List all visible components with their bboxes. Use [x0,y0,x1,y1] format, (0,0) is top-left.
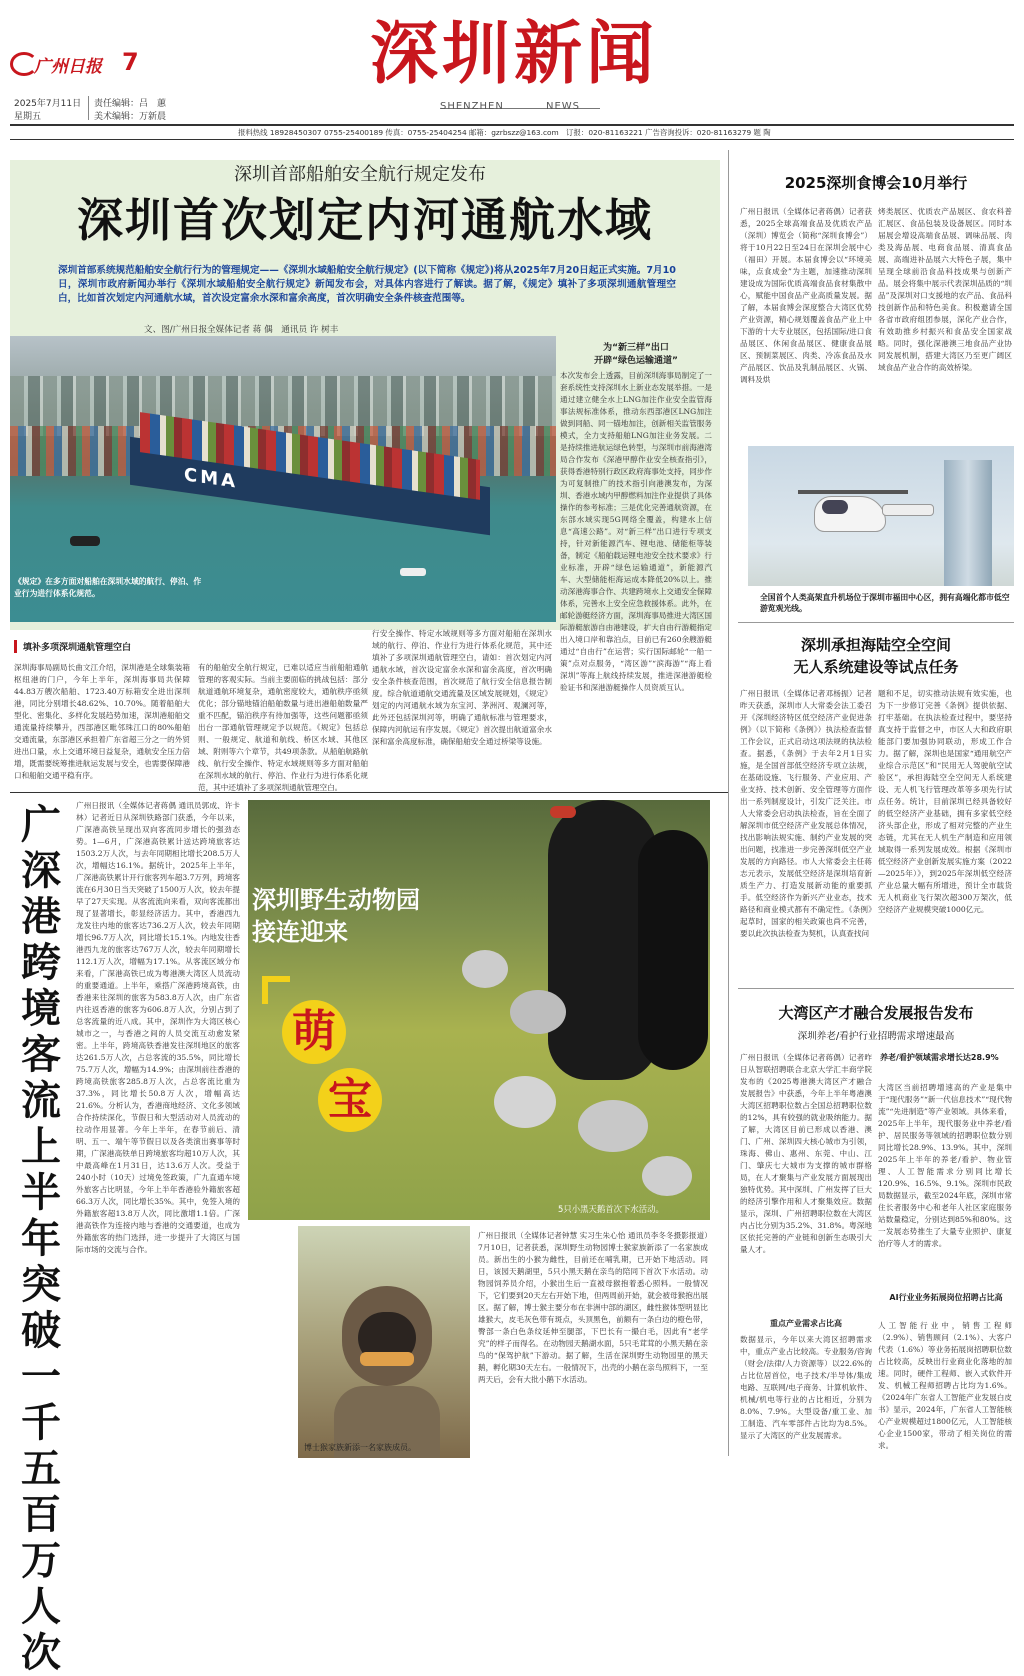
lowalt-col2: 题和不足，切实推动法规有效实施，也为下一步修订完善《条例》提供依据、打牢基础。在执法检查过程中，要坚持真支持于监督之中，市区人大和政府职能部门要加强协同联动，形成工作合力。据了解，深圳也是国家“通用航空产业综合示范区”和“民用无人驾驶航空试验区”，承担海陆空全空间无人系统建设、无人机飞行管理改革等多项先行试点任务。统计，目前深圳已经具备较好的低空经济产业基础，拥有多家低空经济头部企业，形成了相对完整的产业生态链，尤其在无人机生产制造和应用领域取得一系列发展成效。根据《深圳市低空经济产业创新发展实施方案（2022—2025年）》，到2025年深圳低空经济产业总量大幅有所增进，预计全市载货无人机商业飞行架次超300万架次，低空经济产业规模突破1000亿元。 [878,689,1012,914]
food-expo-headline: 2025深圳食博会10月举行 [784,174,968,192]
paper-name: 广州日报 [34,57,102,77]
gba-col1b: 数据显示，今年以来大湾区招聘需求中，重点产业占比较高。专业服务/咨询（财会/法律/人力资源等）以22.6%的占比位居首位，电子技术/半导体/集成电路、互联网/电子商务、计算机软件、机械/机电等行业的占比相近，分别为8.0%、7.9%。大型设备/重工业、加工制造、汽车零部件占比均为8.5%。显示了大湾区的产业发展需求。 [740,1335,872,1440]
lead-credit: 文、图/广州日报全媒体记者 蒋 偶 通讯员 许 树丰 [144,325,339,335]
gba-sub-a: 重点产业需求占比高 [770,1319,842,1328]
lead-col3: 行安全操作、特定水域规则等多方面对船舶在深圳水域的航行、停泊、作业行为进行体系化规范，其中还填补了多项深圳通航管理空白，请如：首次划定内河通航水域，首次设定富余水深和富余高度，首次明确安全条件核查范围，首次规范了航行安全信息报告制度。综合航道通航交通流量及区域发展规划，《规定》划定的内河通航水域为东宝河、茅洲河、观澜河等，此外还包括深圳河等，明确了通航标准与管理要求，保障内河航运有序发展。《规定》首次提出航道富余水深和富余高度标准，确保船舶安全通过桥梁等设施。 [372,629,552,746]
food-expo-col1: 广州日报讯（全媒体记者蒋偶）记者获悉，2025全球高端食品及优质农产品（深圳）博览会（简称“深圳食博会”）将于10月22日至24日在深圳会展中心（福田）开展。本届食博会以“环境美味，点食成金”为主题，加速推动深圳建设成为国际优质高端食品食材集散中心，赋能中国食品产业高质量发展。据了解，本届食博会深度整合大湾区优势产业资源，精心规划覆盖食品产业上中下游的十大专业展区，包括国际/进口食品展区、休闲食品展区、健康食品展区、预制菜展区、肉类、冷冻食品及水产品展区、饮品及乳制品展区、火锅、调料及烘 [740,207,872,384]
lead-kicker: 深圳首部船舶安全航行规定发布 [234,164,486,185]
lead-headline: 深圳首次划定内河通航水域 [77,193,653,247]
ship-logo: CMA [184,464,239,493]
section-en-1: SHENZHEN [440,101,504,112]
lead-col1: 深圳海事局副局长曲文江介绍，深圳港是全球集装箱枢纽港的门户，今年上半年，深圳海事局共保障44.83万艘次船舶、1723.40万标箱安全进出深圳港，同比分别增长48.62%、10.70%。随着船舶大型化、密集化、多样化发展趋势加速，深圳港船舶交通流量持续攀升，西部港区毗邻珠江口的80%船舶交通流量，东部港区承担着广东省超三分之一的外贸进出口量，水上交通环境日益复杂，通航安全压力倍增，既需要统筹推进航运发展与安全，也需要保障港口和船舶交通平稳有序。 [14,663,190,780]
cute-char-2: 宝 [318,1068,382,1132]
lead-subhead-2 [560,340,712,366]
lowalt-headline-2: 无人系统建设等试点任务 [793,658,959,676]
lowalt-headline-1: 深圳承担海陆空全空间 [800,636,951,654]
subhead-1-text: 填补多项深圳通航管理空白 [23,643,132,653]
helicopter-caption: 全国首个人类高架直升机场位于深圳市福田中心区，拥有高端化都市低空游览观光线。 [760,593,1010,613]
hk-body: 广州日报讯（全媒体记者蒋偶 通讯员郭成、许卡林）记者近日从深圳铁路部门获悉，今年以来，广深港高铁呈现出双向客流同步增长的强劲态势。1—6月，广深港高铁累计送达跨境旅客达1503.2万人次，与去年同期相比增长208.5万人次，增幅达16.1%。据统计，2025年上半年，广深港高铁累计开行旅客列车超3.7万列，跨境客流在6月30日当天突破了1500万人次，较去年提早了27天实现。从客流流向来看，双向客流都出现了显著增长，彰显经济活力。其中，香港西九龙发往内地的旅客达736.2万人次，较去年同期增长96.7万人次，同比增长15.1%。内地发往香港西九龙的旅客达767万人次，较去年同期增长112.1万人次，增幅为17.1%。从客流区域分布来看，广深港高铁已成为粤港澳大湾区人员流动的重要通道。上半年，乘搭广深港跨境高铁，由香港来往深圳的旅客为583.8万人次，由广东省内往返香港的旅客为606.8万人次，分别占到了总客流量的近八成。其中，深圳作为大湾区核心城市之一，与香港之间的人员交流互动愈发紧密。上半年，跨境高铁香港发往深圳地区的旅客达261.5万人次，占总客流的35.5%，同比增长75.7万人次，增幅为14.9%；由深圳前往香港的跨境高铁旅客285.8万人次，占总客流比重为37.3%，同比增长50.8万人次，增幅高达21.6%。分析认为，香港商地经济、文化多领域合作持续深化，节假日和大型活动对人员流动的拉动作用显著。今年上半年，在春节前后、清明、五一、端午等节假日以及各类演出赛事等时期，广深港高铁单日跨境旅客均超10万人次，其中最高峰在1月31日，达13.6万人次。受益于240小时（10天）过境免签政策，广九直通车境外旅客占比明显，今年上半年香港验外籍旅客超66.3万人次，同比增长35%。其中，免签入境的外籍旅客超13.8万人次，同比激增1.1倍。广深港高铁作为连接内地与香港的交通要道，也成为外籍旅客的热门选择，进一步提升了大湾区与国际市场的交流与合作。 [76,801,240,1254]
gba-col2b: 人工智能行业中，销售工程师（2.9%）、销售顾问（2.1%）、大客户代表（1.6%）等业务拓展岗招聘职位数占比较高，反映出行业商业化落地的加速。同时，硬件工程师、嵌入式软件开发、机械工程师招聘占比均为1.6%。《2024年广东省人工智能产业发展白皮书》显示，2024年，广东省人工智能核心产业规模超过1800亿元，人工智能核心企业1500家，带动了相关岗位的需求。 [878,1321,1012,1450]
gba-subhead: 深圳养老/看护行业招聘需求增速最高 [797,1031,955,1042]
zoo-headline-1: 深圳野生动物园 [252,886,420,914]
lead-summary: 深圳首部系统规范船舶安全航行行为的管理规定——《深圳水域船舶安全航行规定》(以下简称《规定》)将从2025年7月20日起正式实施。7月10日，深圳市政府新闻办举行《深圳水域船舶安全航行规定》新闻发布会，对具体内容进行了解读。据了解，《规定》填补了多项深圳通航管理空白，比如首次划定内河通航水域，首次设定富余水深和富余高度，首次明确安全条件核查范围等。 [58,265,676,304]
monkey-caption: 博士猴家族新添一名家族成员。 [304,1443,416,1452]
issue-date: 2025年7月11日 [14,99,82,109]
contact-line: 报料热线 18928450307 0755-25400189 传真：0755-25404254 邮箱：gzrbszz@163.com 订报：020-81163221 广告咨询投诉：020-81163279 题 陶 [238,128,771,137]
monkey-photo [298,1226,470,1458]
cute-char-1: 萌 [282,1000,346,1064]
page-number: 7 [122,48,139,76]
lowalt-col1: 广州日报讯（全媒体记者邓杨振）记者昨天获悉，深圳市人大常委会法工委召开《深圳经济特区低空经济产业促进条例》（以下简称《条例》）执法检查监督工作会议，正式启动这项法规的执法检查。据悉，《条例》于去年2月1日实施，是全国首部低空经济专项立法规，在基础设施、飞行服务、产业应用、产业支持、技术创新、安全管理等方面作出一系列制度设计，引发广泛关注。市人大常委会启动执法检查，旨在全面了解深圳市低空经济产业发展总体情况，找出影响法规实施、制约产业发展的突出问题，找准进一步完善深圳低空产业发展的方向路径。市人大常委会主任蒋志元表示，发展低空经济是深圳培育新质生产力、打造发展新动能的重要抓手。低空经济作为新兴产业业态，技术路径和商业模式都有不确定性。《条例》起草时，国家的相关政策也尚不完善，要以此次执法检查为契机，认真查找问 [740,689,872,938]
gba-sub-b: 养老/看护领域需求增长达28.9% [880,1053,999,1062]
lead-subhead-1 [14,640,193,653]
lead-col4: 本次发布会上透露，目前深圳海事局制定了一套系统性支持深圳水上新业态发展举措。一是通过建立健全水上LNG加注作业安全监管海事法规标准体系，推动东西部港区LNG加注做到同船、同一锚地加注，创新相关监管服务模式，全力支持船舶LNG加注业务发展。二是持续推进航运绿色转型，与深圳市前海港湾局合作发布《深港甲醇作业安全核查指引》，获得香港特别行政区政府海事处支持，同步作为可复制推广的技术指引向港澳发布，为深圳、香港水域内甲醇燃料加注作业提供了具体操作的参考标准；三是优化完善通航资源，在东部水域实现5G网络全覆盖，构建水上信息“高速公路”。对“新三样”出口进行专项支持，针对新能源汽车、锂电池、储能柜等装备，制定《船舶载运锂电池安全技术要求》行业标准，开辟“绿色运输通道”，新能源汽车、大型储能柜海运成本降低20%以上。推动深港海事合作、共建跨境水上交通安全保障体系，完善水上安全应急救援体系。此外，在邮轮游艇经济方面，深圳海事局推进大湾区国际游艇旅游自由港建设，扩大自由行游艇指定出入境口岸和靠泊点，目前已有260余艘游艇通过“自由行”在运营；实行国际邮轮“一船一策”点对点服务，“湾区游”“滨海游”“海上看深圳”等海上航线持续发展，推进深港游艇检验证书和深港游艇操作人员资质互认。 [560,371,712,692]
gba-col2: 大湾区当前招聘增速高的产业是集中于“现代服务”“新一代信息技术”“现代物流”“先进制造”等产业领域。具体来看，2025年上半年，现代服务业中养老/看护、居民服务等领域的招聘职位数分别同比增长28.9%、13.9%。其中，深圳2025年上半年的养老/看护、物业管理、人工智能需求分别同比增长120.9%、16.5%、9.1%。深圳市民政局数据显示，截至2024年底，深圳市常住长者服务中心和老年人社区家庭服务站数量稳定，分别达到85%和80%。这一发展态势推生了大量专业照护、康复治疗等人才的需求。 [878,1083,1012,1248]
paper-logo [10,50,170,76]
gba-col1: 广州日报讯（全媒体记者蒋偶）记者昨日从智联招聘联合北京大学汇丰商学院发布的《2025粤港澳大湾区产才融合发展报告》中获悉，今年上半年粤港澳大湾区招聘职位数占全国总招聘职位数的12%，具有较强的就业吸纳能力。据了解，大湾区目前已形成以香港、澳门、广州、深圳四大核心城市为引领，珠海、佛山、惠州、东莞、中山、江门、肇庆七大城市为支撑的城市群格局，在人才聚集与产业发展方面展现出独特优势。其中深圳、广州发挥了巨大的经济引擎作用和人才聚集效应。数据显示，深圳、广州招聘职位数在大湾区内占比分别为35.2%、31.8%。粤深地区依托完善的产业链和创新生态吸引大量人才。 [740,1053,872,1254]
section-en-2: NEWS [546,101,581,112]
swan-caption: 5只小黑天鹅首次下水活动。 [558,1204,664,1214]
editor-credit: 责任编辑：吕 蕙 [94,99,167,109]
lead-photo-caption: 《规定》在多方面对船舶在深圳水域的航行、停泊、作业行为进行体系化规范。 [14,577,202,598]
art-editor-credit: 美术编辑：万新晨 [94,112,167,122]
gba-headline: 大湾区产才融合发展报告发布 [778,1004,974,1022]
food-expo-col2: 烤类展区、优质农产品展区、食农科普汇展区、食品包装及设备展区。同时本届展会增设高端食品展、调味品展、肉类及海品展、电商食品展、清真食品展、高端进补品展六大特色子展，集中呈现全球前沿食品科技成果与创新产品。展会将集中展示代表深圳品质的“圳品”及深圳对口支援地的农产品、食品科技创新作品和特色美食。积极邀请全国各省市政府组团参展，深化产业合作，有效助推乡村振兴和食品安全国家战略。同时，强化深港澳三地食品产业协同发展机制，搭建大湾区乃至更广阔区域食品产业合作的高效桥梁。 [878,207,1012,372]
section-title: 深圳新闻 [369,14,658,94]
quote-mark [262,976,290,1004]
zoo-headline-2: 接连迎来 [252,918,348,946]
lead-col2: 有的船舶安全航行规定，已难以适应当前船舶通航管理的客观实际。当前主要面临的挑战包括：部分航道通航环境复杂，通航密度较大，通航秩序亟须优化；部分锚地锚泊船舶数量与进出港船舶数量严重不匹配，锚泊秩序有待加强等，这些问题都亟须出台一部通航管理规定予以规范。《规定》包括总则、一般规定、航道和航线、桥区水域、其他区域、附则等六个章节，共49项条款。从船舶航路航线、航行安全操作、特定水域规则等多方面对船舶在深圳水域的航行、停泊、作业行为进行体系化规范，其中还填补了多项深圳通航管理空白。 [198,663,368,792]
subhead-2-line2: 开辟“绿色运输通道” [594,356,678,366]
helicopter-photo [748,446,1014,586]
hk-headline: 广深港跨境客流上半年突破一千五百万人次 [21,801,61,1676]
subhead-2-line1: 为“新三样”出口 [603,343,669,353]
zoo-body: 广州日报讯（全媒体记者钟慧 实习生朱心怡 通讯员李冬冬摄影报道）7月10日，记者获悉，深圳野生动物园博士猴家族新添了一名家族成员。新出生的小猴为雌性，目前还在哺乳期，已开始下地活动。同日，该园天鹅湖里，5只小黑天鹅在亲鸟的陪同下首次下水活动。动物园饲养员介绍，小猴出生后一直被母猴抱着悉心照料。一般情况下，它们要到20天左右开始下地，但两周前开始，就会被母猴抱出展区。据了解，博士猴主要分布在非洲中部的湖区，雌性猴体型明显比雄猴大，皮毛灰色带有斑点，头顶黑色，前额有一条白边的橙色带，臀部一条白色条纹延伸至腿部，下巴长有一撮白毛，因此有“老学究”的样子而得名。在动物园天鹅湖水面，5只毛茸茸的小黑天鹅在亲鸟的“保驾护航”下游动。据了解，生活在深圳野生动物园里的黑天鹅，孵化期30天左右。一般情况下，出壳的小鹅在亲鸟照料下，一至两天后，会有大批小鹅下水活动。 [478,1231,708,1384]
gba-sub-c: AI行业业务拓展岗位招聘占比高 [889,1293,1003,1302]
issue-weekday: 星期五 [14,112,42,122]
